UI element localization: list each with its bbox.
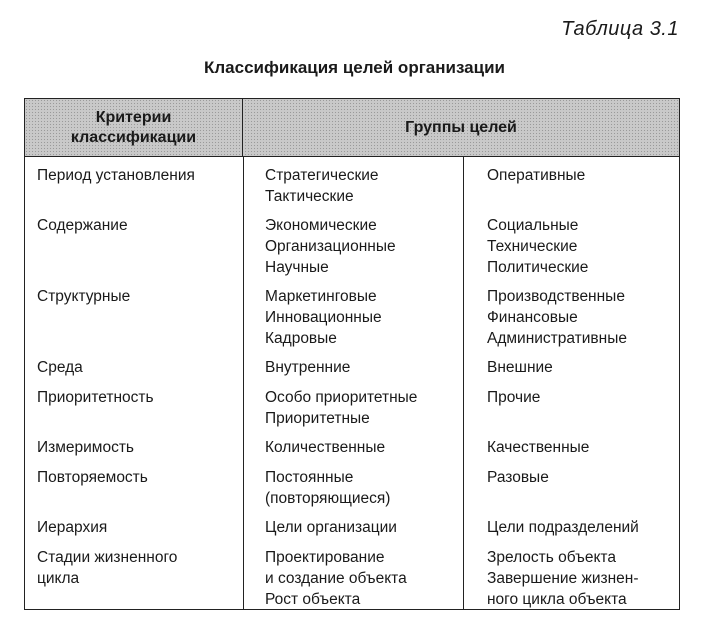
group-cell-1 bbox=[265, 517, 470, 538]
cell-line: Оперативные bbox=[487, 167, 586, 184]
group-cell-2 bbox=[487, 467, 679, 488]
cell-line: Качественные bbox=[487, 439, 590, 456]
cell-line: Стадии жизненного bbox=[37, 549, 178, 566]
cell-line: цикла bbox=[37, 570, 80, 587]
group-cell-1 bbox=[265, 215, 470, 278]
cell-line: Иерархия bbox=[37, 519, 108, 536]
cell-line: Приоритетность bbox=[37, 389, 154, 406]
cell-line: и создание объекта bbox=[265, 570, 407, 587]
group-cell-1 bbox=[265, 286, 470, 349]
cell-line: Политические bbox=[487, 259, 589, 276]
criterion-cell bbox=[37, 547, 237, 589]
table-number: Таблица 3.1 bbox=[561, 18, 679, 40]
cell-line: ного цикла объекта bbox=[487, 591, 627, 608]
cell-line: Маркетинговые bbox=[265, 288, 377, 305]
criterion-cell bbox=[37, 357, 237, 378]
column-divider-1 bbox=[243, 157, 244, 609]
criterion-cell bbox=[37, 517, 237, 538]
header-criteria-label: Критерии классификации bbox=[70, 108, 197, 146]
classification-table bbox=[24, 98, 680, 610]
criterion-cell bbox=[37, 286, 237, 307]
cell-line: Административные bbox=[487, 330, 627, 347]
cell-line: Разовые bbox=[487, 469, 549, 486]
cell-line: Социальные bbox=[487, 217, 579, 234]
cell-line: Содержание bbox=[37, 217, 128, 234]
cell-line: Финансовые bbox=[487, 309, 578, 326]
group-cell-1 bbox=[265, 387, 470, 429]
cell-line: Структурные bbox=[37, 288, 131, 305]
cell-line: Период установления bbox=[37, 167, 195, 184]
group-cell-2 bbox=[487, 357, 679, 378]
criterion-cell bbox=[37, 467, 237, 488]
cell-line: Рост объекта bbox=[265, 591, 361, 608]
criterion-cell bbox=[37, 437, 237, 458]
cell-line: Приоритетные bbox=[265, 410, 370, 427]
cell-line: Цели организации bbox=[265, 519, 397, 536]
cell-line: Количественные bbox=[265, 439, 386, 456]
group-cell-1 bbox=[265, 547, 470, 610]
criterion-cell bbox=[37, 215, 237, 236]
cell-line: Внутренние bbox=[265, 359, 351, 376]
group-cell-2 bbox=[487, 437, 679, 458]
group-cell-2 bbox=[487, 517, 679, 538]
group-cell-2 bbox=[487, 215, 679, 278]
cell-line: Измеримость bbox=[37, 439, 135, 456]
group-cell-1 bbox=[265, 165, 470, 207]
cell-line: Зрелость объекта bbox=[487, 549, 616, 566]
cell-line: Внешние bbox=[487, 359, 553, 376]
cell-line: Экономические bbox=[265, 217, 377, 234]
cell-line: Прочие bbox=[487, 389, 541, 406]
cell-line: Постоянные bbox=[265, 469, 354, 486]
cell-line: Тактические bbox=[265, 188, 354, 205]
group-cell-2 bbox=[487, 286, 679, 349]
criterion-cell bbox=[37, 165, 237, 186]
group-cell-2 bbox=[487, 387, 679, 408]
cell-line: (повторяющиеся) bbox=[265, 490, 391, 507]
cell-line: Организационные bbox=[265, 238, 396, 255]
group-cell-2 bbox=[487, 547, 679, 610]
cell-line: Производственные bbox=[487, 288, 625, 305]
table-title: Классификация целей организации bbox=[204, 58, 505, 77]
header-groups bbox=[243, 99, 679, 156]
cell-line: Завершение жизнен- bbox=[487, 570, 639, 587]
cell-line: Среда bbox=[37, 359, 83, 376]
cell-line: Инновационные bbox=[265, 309, 382, 326]
criterion-cell bbox=[37, 387, 237, 408]
header-criteria bbox=[25, 99, 243, 156]
header-groups-label: Группы целей bbox=[405, 118, 517, 136]
cell-line: Кадровые bbox=[265, 330, 337, 347]
group-cell-2 bbox=[487, 165, 679, 186]
group-cell-1 bbox=[265, 437, 470, 458]
cell-line: Цели подразделений bbox=[487, 519, 639, 536]
group-cell-1 bbox=[265, 357, 470, 378]
group-cell-1 bbox=[265, 467, 470, 509]
cell-line: Особо приоритетные bbox=[265, 389, 418, 406]
cell-line: Проектирование bbox=[265, 549, 385, 566]
cell-line: Технические bbox=[487, 238, 578, 255]
table-header bbox=[25, 99, 679, 157]
cell-line: Повторяемость bbox=[37, 469, 148, 486]
cell-line: Научные bbox=[265, 259, 329, 276]
cell-line: Стратегические bbox=[265, 167, 379, 184]
